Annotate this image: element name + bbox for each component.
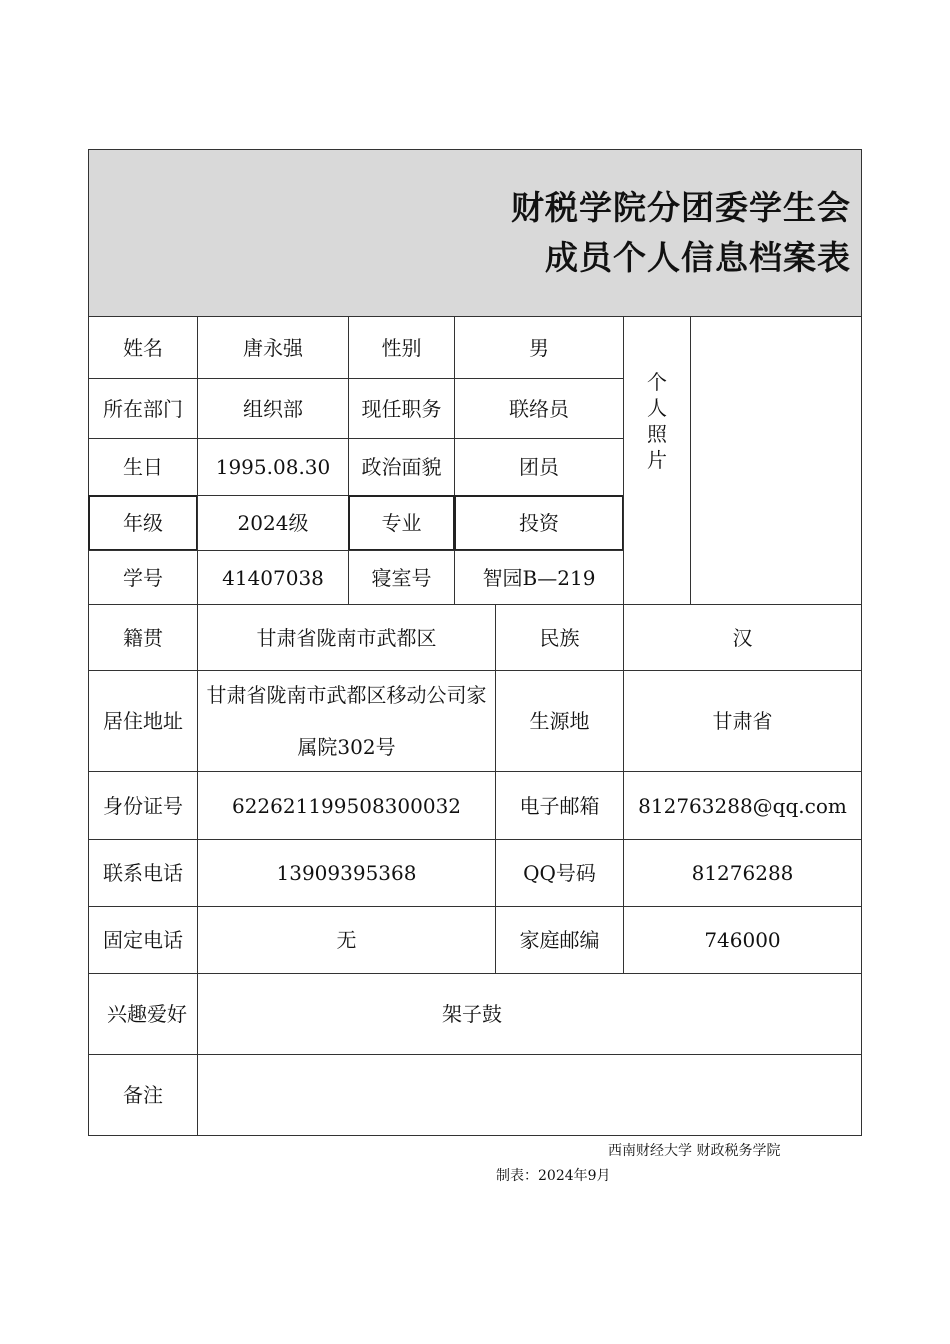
dorm-value: 智园B—219 xyxy=(454,550,624,605)
student-id-value: 41407038 xyxy=(197,550,349,605)
politics-value: 团员 xyxy=(454,438,624,496)
email-value: 812763288@qq.com xyxy=(623,771,862,840)
origin-label: 生源地 xyxy=(495,670,624,772)
qq-label: QQ号码 xyxy=(495,839,624,907)
dept-label: 所在部门 xyxy=(88,378,198,439)
form-title-line2: 成员个人信息档案表 xyxy=(545,238,851,277)
photo-label-char: 片 xyxy=(647,448,667,472)
postcode-label: 家庭邮编 xyxy=(495,906,624,974)
name-label: 姓名 xyxy=(88,316,198,379)
gender-label: 性别 xyxy=(348,316,455,379)
footer-org: 西南财经大学 财政税务学院 xyxy=(608,1143,781,1159)
grade-label: 年级 xyxy=(88,495,198,551)
native-label: 籍贯 xyxy=(88,604,198,671)
address-value: 甘肃省陇南市武都区移动公司家属院302号 xyxy=(197,670,496,772)
birthday-value: 1995.08.30 xyxy=(197,438,349,496)
form-title-line1: 财税学院分团委学生会 xyxy=(511,188,851,227)
footer-made: 制表：2024年9月 xyxy=(496,1168,611,1184)
id-value: 622621199508300032 xyxy=(197,771,496,840)
remarks-label: 备注 xyxy=(88,1054,198,1136)
hobby-value: 架子鼓 xyxy=(197,973,862,1055)
qq-value: 81276288 xyxy=(623,839,862,907)
name-value: 唐永强 xyxy=(197,316,349,379)
landline-value: 无 xyxy=(197,906,496,974)
gender-value: 男 xyxy=(454,316,624,379)
photo-label-char: 人 xyxy=(647,396,667,420)
native-value: 甘肃省陇南市武都区 xyxy=(197,604,496,671)
photo-label xyxy=(624,369,690,473)
photo-slot xyxy=(690,316,862,605)
origin-value: 甘肃省 xyxy=(623,670,862,772)
email-label: 电子邮箱 xyxy=(495,771,624,840)
ethnicity-label: 民族 xyxy=(495,604,624,671)
address-label: 居住地址 xyxy=(88,670,198,772)
student-id-label: 学号 xyxy=(88,550,198,605)
info-form xyxy=(88,149,862,1136)
landline-label: 固定电话 xyxy=(88,906,198,974)
dorm-label: 寝室号 xyxy=(348,550,455,605)
photo-label-char: 照 xyxy=(647,422,667,446)
postcode-value: 746000 xyxy=(623,906,862,974)
photo-label-cell xyxy=(623,316,691,605)
major-value: 投资 xyxy=(454,495,624,551)
phone-label: 联系电话 xyxy=(88,839,198,907)
grade-value: 2024级 xyxy=(197,495,349,551)
photo-label-char: 个 xyxy=(647,370,667,394)
birthday-label: 生日 xyxy=(88,438,198,496)
ethnicity-value: 汉 xyxy=(623,604,862,671)
politics-label: 政治面貌 xyxy=(348,438,455,496)
hobby-label: 兴趣爱好 xyxy=(88,973,198,1055)
remarks-value xyxy=(197,1054,862,1136)
form-header xyxy=(88,149,862,317)
position-value: 联络员 xyxy=(454,378,624,439)
major-label: 专业 xyxy=(348,495,455,551)
id-label: 身份证号 xyxy=(88,771,198,840)
dept-value: 组织部 xyxy=(197,378,349,439)
phone-value: 13909395368 xyxy=(197,839,496,907)
position-label: 现任职务 xyxy=(348,378,455,439)
